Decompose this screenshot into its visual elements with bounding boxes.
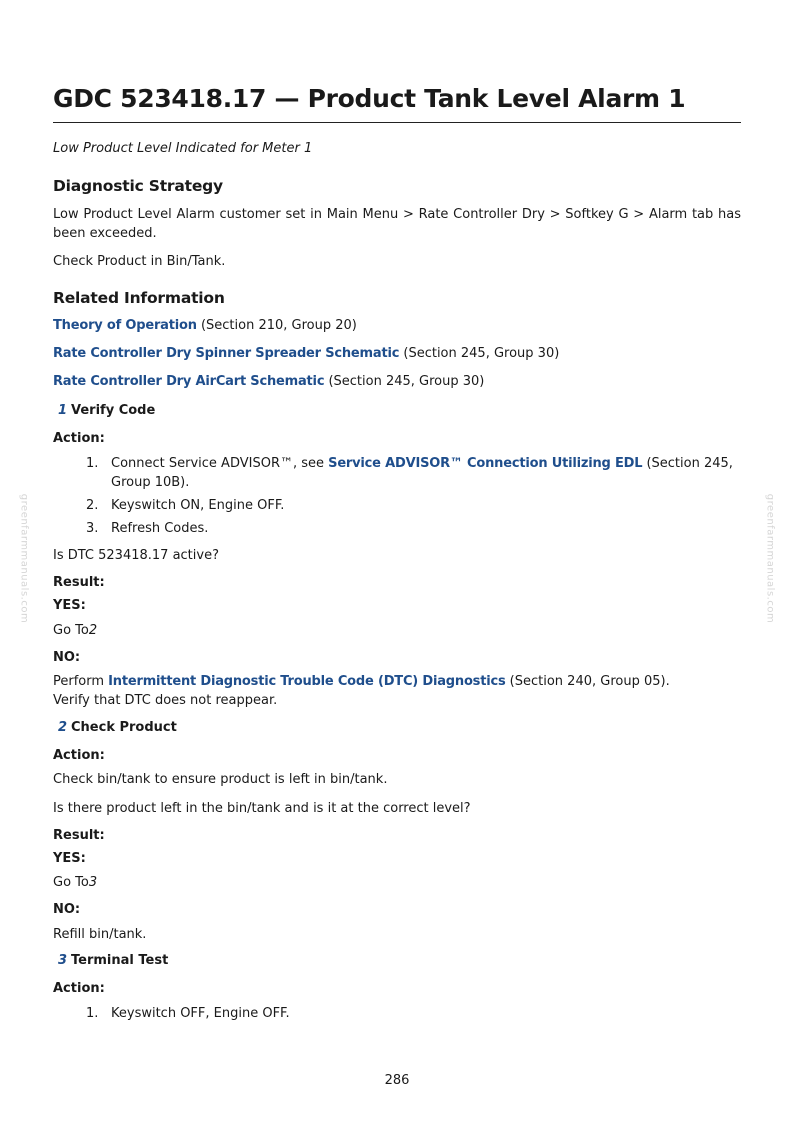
no-label: NO: (53, 650, 81, 665)
goto-text: Go To (53, 875, 89, 890)
step-number: 2 (57, 720, 67, 735)
list-item (53, 496, 741, 515)
related-item (53, 372, 484, 391)
step-title: Verify Code (71, 403, 156, 418)
service-advisor-link[interactable]: Service ADVISOR™ Connection Utilizing EDL (328, 456, 643, 471)
watermark-right: greenfarmmanuals.com (764, 493, 776, 624)
step-1-heading (53, 403, 155, 418)
result-label: Result: (53, 575, 105, 590)
watermark-left: greenfarmmanuals.com (18, 493, 30, 624)
yes-goto (53, 621, 97, 640)
intermittent-dtc-link[interactable]: Intermittent Diagnostic Trouble Code (DTC) Diagnostics (108, 674, 506, 689)
page-number: 286 (384, 1073, 410, 1088)
related-ref: (Section 245, Group 30) (399, 346, 560, 361)
step-2-question: Is there product left in the bin/tank and is it at the correct level? (53, 801, 471, 816)
related-link-aircart-schematic[interactable]: Rate Controller Dry AirCart Schematic (53, 374, 325, 389)
strategy-check: Check Product in Bin/Tank. (53, 254, 226, 269)
action-label: Action: (53, 431, 105, 446)
action-label: Action: (53, 748, 105, 763)
goto-text: Go To (53, 623, 89, 638)
yes-label: YES: (53, 851, 86, 866)
no-action: Refill bin/tank. (53, 927, 147, 942)
step-2-heading (53, 720, 177, 735)
list-number: 1. (86, 1006, 99, 1021)
no-text-line2: Verify that DTC does not reappear. (53, 693, 278, 708)
related-item (53, 316, 357, 335)
list-number: 1. (86, 456, 99, 471)
list-number: 2. (86, 498, 99, 513)
step-2-action: Check bin/tank to ensure product is left in bin/tank. (53, 772, 388, 787)
step-1-action-list (53, 454, 741, 542)
no-action (53, 672, 670, 710)
related-link-theory[interactable]: Theory of Operation (53, 318, 197, 333)
related-ref: (Section 245, Group 30) (324, 374, 485, 389)
goto-step-link[interactable]: 2 (88, 623, 98, 638)
related-item (53, 344, 559, 363)
list-item (53, 519, 741, 538)
list-item (53, 454, 741, 492)
strategy-paragraph: Low Product Level Alarm customer set in Main Menu > Rate Controller Dry > Softkey G > Alarm tab has been exceeded. (53, 207, 741, 241)
yes-label: YES: (53, 598, 86, 613)
list-item (53, 1004, 741, 1023)
goto-step-link[interactable]: 3 (88, 875, 98, 890)
step-title: Check Product (71, 720, 177, 735)
list-number: 3. (86, 521, 99, 536)
yes-goto (53, 873, 97, 892)
step-number: 3 (57, 953, 67, 968)
step-3-heading (53, 953, 168, 968)
list-text: Keyswitch OFF, Engine OFF. (111, 1006, 290, 1021)
title-rule (53, 122, 741, 123)
related-link-spinner-schematic[interactable]: Rate Controller Dry Spinner Spreader Schematic (53, 346, 400, 361)
step-3-action-list (53, 1004, 741, 1027)
no-text: (Section 240, Group 05). (505, 674, 670, 689)
related-heading: Related Information (53, 289, 225, 307)
action-label: Action: (53, 981, 105, 996)
result-label: Result: (53, 828, 105, 843)
no-label: NO: (53, 902, 81, 917)
no-text: Perform (53, 674, 109, 689)
page-title: GDC 523418.17 — Product Tank Level Alarm 1 (53, 84, 686, 113)
page-subtitle: Low Product Level Indicated for Meter 1 (53, 141, 313, 156)
step-1-question: Is DTC 523418.17 active? (53, 548, 219, 563)
list-text: Connect Service ADVISOR™, see (111, 456, 329, 471)
list-text: Refresh Codes. (111, 521, 209, 536)
step-title: Terminal Test (71, 953, 169, 968)
list-text: Keyswitch ON, Engine OFF. (111, 498, 285, 513)
step-number: 1 (57, 403, 67, 418)
list-text: (Section 245, Group 10B). (111, 456, 733, 490)
strategy-heading: Diagnostic Strategy (53, 177, 223, 195)
related-ref: (Section 210, Group 20) (196, 318, 357, 333)
